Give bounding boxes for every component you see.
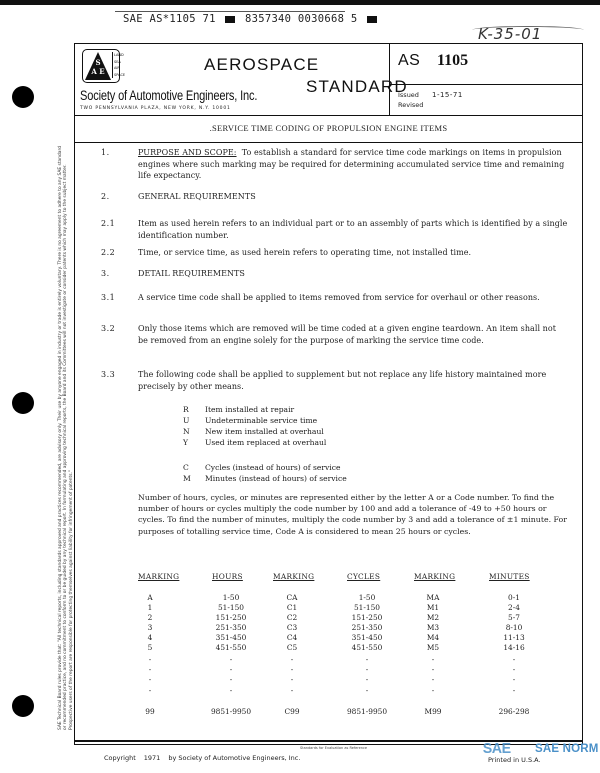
copyright-line: Copyright 1971 by Society of Automotive Engineers, Inc. [104,754,301,762]
table-cell: M5 [426,643,440,652]
punch-hole-icon [12,86,34,108]
sae-norm-watermark: SAE NORM [535,743,599,755]
column-header: HOURS [212,572,243,581]
table-cell: - [365,675,369,684]
table-cell: 296-298 [498,707,530,716]
logo-letters: S A E [91,58,105,76]
scan-top-edge [0,0,600,5]
table-cell: 11-13 [503,633,525,642]
barcode-block-icon [367,16,377,23]
table-cell: 51-150 [353,603,380,612]
table-cell: 2 [147,613,153,622]
table-cell: - [431,655,435,664]
table-cell: M99 [424,707,442,716]
table-cell: 8-10 [505,623,523,632]
section-text: A service time code shall be applied to items removed from service for overhaul or other reasons. [138,293,540,302]
column-header: MARKING [138,572,180,581]
table-cell: - [148,655,152,664]
table-cell: - [512,655,516,664]
table-cell: - [148,686,152,695]
table-cell: 1-50 [358,593,376,602]
section-text: Time, or service time, as used herein refers to operating time, not installed time. [138,248,472,257]
category-line-1: AEROSPACE [204,55,320,74]
table-cell: C3 [286,623,298,632]
issued-label: Issued [398,91,419,99]
table-cell: MA [426,593,440,602]
table-cell: 5 [147,643,153,652]
table-cell: 251-350 [351,623,383,632]
issued-date: 1-15-71 [432,91,463,99]
document-title: .SERVICE TIME CODING OF PROPULSION ENGINE ITEMS [209,123,448,133]
table-cell: 151-250 [351,613,383,622]
table-cell: - [431,665,435,674]
sae-norm-logo-icon: SAE [482,740,511,757]
org-address: TWO PENNSYLVANIA PLAZA, NEW YORK, N.Y. 10001 [80,106,231,111]
table-cell: - [512,686,516,695]
section-number: 3. [101,269,110,278]
table-cell: 9851-9950 [346,707,388,716]
section-number: 2.2 [101,248,116,257]
table-cell: - [290,686,294,695]
table-cell: - [512,675,516,684]
table-cell: 351-450 [351,633,383,642]
revised-label: Revised [398,101,424,109]
title-row [74,116,583,143]
column-header: MINUTES [489,572,530,581]
table-cell: 99 [145,707,155,716]
section-text: The following code shall be applied to supplement but not replace any life history maintained more precisely by other means. [138,370,547,391]
section-number: 2. [101,192,110,201]
table-row [0,707,600,717]
table-cell: C2 [286,613,298,622]
table-cell: - [290,675,294,684]
table-cell: - [148,665,152,674]
table-cell: M4 [426,633,440,642]
table-cell: 1-50 [222,593,240,602]
section-heading: GENERAL REQUIREMENTS [138,192,256,201]
table-cell: 451-550 [351,643,383,652]
table-row [0,675,600,685]
table-cell: - [290,665,294,674]
logo-words: LAND SEA AIR SPACE [114,53,126,77]
table-row [0,623,600,633]
table-row [0,686,600,696]
table-cell: 5-7 [508,613,520,622]
table-cell: - [229,675,233,684]
table-cell: - [431,675,435,684]
table-cell: - [365,655,369,664]
doc-number-box [390,43,583,85]
barcode-line [123,13,380,25]
section-text: Item as used herein refers to an individual part or to an assembly of parts which is identified by a single identification number. [138,219,568,240]
header-doc-block [390,43,583,116]
doc-number: 1105 [437,52,469,69]
table-cell: - [365,686,369,695]
column-header: MARKING [273,572,315,581]
table-row [0,603,600,613]
table-cell: - [365,665,369,674]
table-cell: 4 [147,633,153,642]
table-cell: C5 [286,643,298,652]
punch-hole-icon [12,392,34,414]
barcode-block-icon [225,16,235,23]
table-row [0,665,600,675]
section-number: 1. [101,148,110,157]
table-cell: 9851-9950 [210,707,252,716]
org-name: Society of Automotive Engineers, Inc. [80,88,258,103]
section-text: Only those items which are removed will be time coded at a given engine teardown. An item shall not be removed from an engine solely for the purpose of marking the service time code. [138,324,557,345]
table-cell: C1 [286,603,298,612]
table-cell: 2-4 [508,603,520,612]
barcode-text-2: 8357340 0030668 5 [244,13,358,25]
table-cell: - [229,655,233,664]
header-org-block [74,43,408,116]
table-cell: - [290,655,294,664]
table-cell: 51-150 [217,603,244,612]
table-cell: CA [286,593,298,602]
document-header [74,43,583,116]
code-explanation: Number of hours, cycles, or minutes are represented either by the letter A or a Code number. To find the number of hours or cycles multiply the code number by 100 and add a tolerance of -49 to +50 hours or cycles. To find the number of minutes, multiply the code number by 3 and add a tolerance of ±1 minute. For purposes of totalling service time, Code A is considered to mean 25 hours or cycles. [138,493,567,536]
table-row [0,655,600,665]
table-cell: 14-16 [503,643,525,652]
table-cell: A [147,593,153,602]
table-cell: - [431,686,435,695]
sae-logo-icon [82,49,126,83]
section-number: 2.1 [101,219,116,228]
table-cell: M3 [426,623,440,632]
section-heading: DETAIL REQUIREMENTS [138,269,245,278]
section-number: 3.2 [101,324,116,333]
table-cell: M1 [426,603,440,612]
category-line-2: STANDARD [306,77,408,96]
column-header: MARKING [414,572,456,581]
table-cell: 351-450 [215,633,247,642]
table-cell: 3 [147,623,153,632]
handwritten-reference: K-35-01 [478,25,543,43]
table-cell: 1 [147,603,153,612]
section-heading: PURPOSE AND SCOPE: [138,148,237,157]
table-row [0,643,600,653]
barcode-text-1: SAE AS*1105 71 [123,13,216,25]
table-row [0,633,600,643]
table-cell: - [512,665,516,674]
side-disclaimer: SAE Technical Board rules provide that: "All technical reports, including standards approved and practices recommended, are advisory only. Their use by anyone engaged in industry or trade is entirely voluntary. There is no agreement to adhere to any SAE standard or recommended practice, and no commitment to conform to or be guided by any technical report. In formulating and approving technical reports, the Board and its Committees will not investigate or consider patents which may apply to the subject matter. Prospective users of the report are responsible for protecting themselves against liability for infringement of patents." [58,145,74,730]
table-row [0,613,600,623]
table-cell: 451-550 [215,643,247,652]
section-text: To establish a standard for service time code markings on items in propulsion engines where such marking may be required for determining accumulated service time and remaining life expectancy. [138,148,565,180]
table-cell: - [148,675,152,684]
table-cell: - [229,665,233,674]
table-cell: C4 [286,633,298,642]
tiny-caption: Standards for Evaluation as Reference [300,746,368,750]
printed-in: Printed in U.S.A. [488,756,541,764]
column-header: CYCLES [347,572,381,581]
barcode-overline [115,11,345,12]
table-cell: 151-250 [215,613,247,622]
table-cell: M2 [426,613,440,622]
table-cell: C99 [284,707,300,716]
doc-prefix: AS [398,52,421,69]
section-number: 3.1 [101,293,116,302]
table-cell: - [229,686,233,695]
table-cell: 251-350 [215,623,247,632]
table-cell: 0-1 [508,593,520,602]
table-row [0,593,600,603]
section-number: 3.3 [101,370,116,379]
